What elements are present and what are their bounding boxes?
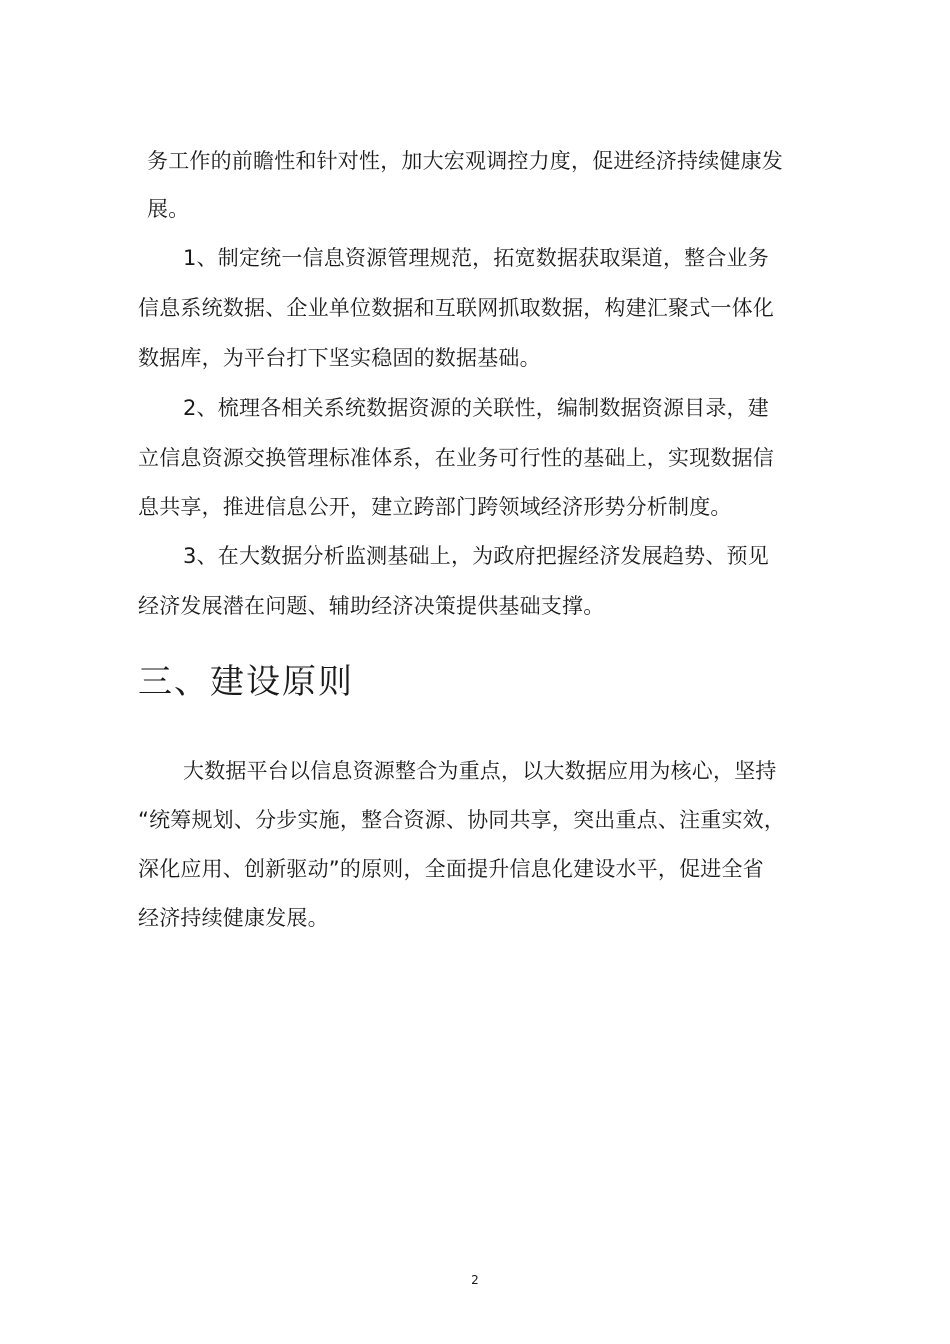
section-heading: 三、建设原则 — [138, 662, 354, 702]
list-item-1-line: 1、制定统一信息资源管理规范，拓宽数据获取渠道，整合业务 — [183, 246, 769, 270]
section-paragraph-line: 大数据平台以信息资源整合为重点，以大数据应用为核心，坚持 — [183, 759, 777, 783]
paragraph-line: 务工作的前瞻性和针对性，加大宏观调控力度，促进经济持续健康发 — [147, 149, 783, 173]
list-item-1-line: 数据库，为平台打下坚实稳固的数据基础。 — [138, 346, 541, 370]
list-item-3-line: 3、在大数据分析监测基础上，为政府把握经济发展趋势、预见 — [183, 544, 769, 568]
section-paragraph-line: 深化应用、创新驱动”的原则，全面提升信息化建设水平，促进全省 — [138, 857, 764, 881]
section-paragraph-line: 经济持续健康发展。 — [138, 906, 329, 930]
section-paragraph-line: “统筹规划、分步实施，整合资源、协同共享，突出重点、注重实效， — [138, 808, 786, 832]
list-item-2-line: 立信息资源交换管理标准体系，在业务可行性的基础上，实现数据信 — [138, 446, 774, 470]
list-item-1-line: 信息系统数据、企业单位数据和互联网抓取数据，构建汇聚式一体化 — [138, 296, 774, 320]
list-item-3-line: 经济发展潜在问题、辅助经济决策提供基础支撑。 — [138, 594, 605, 618]
list-item-2-line: 2、梳理各相关系统数据资源的关联性，编制数据资源目录，建 — [183, 396, 769, 420]
list-item-2-line: 息共享，推进信息公开，建立跨部门跨领域经济形势分析制度。 — [138, 495, 732, 519]
page-number: 2 — [471, 1273, 479, 1287]
paragraph-line: 展。 — [147, 197, 190, 221]
